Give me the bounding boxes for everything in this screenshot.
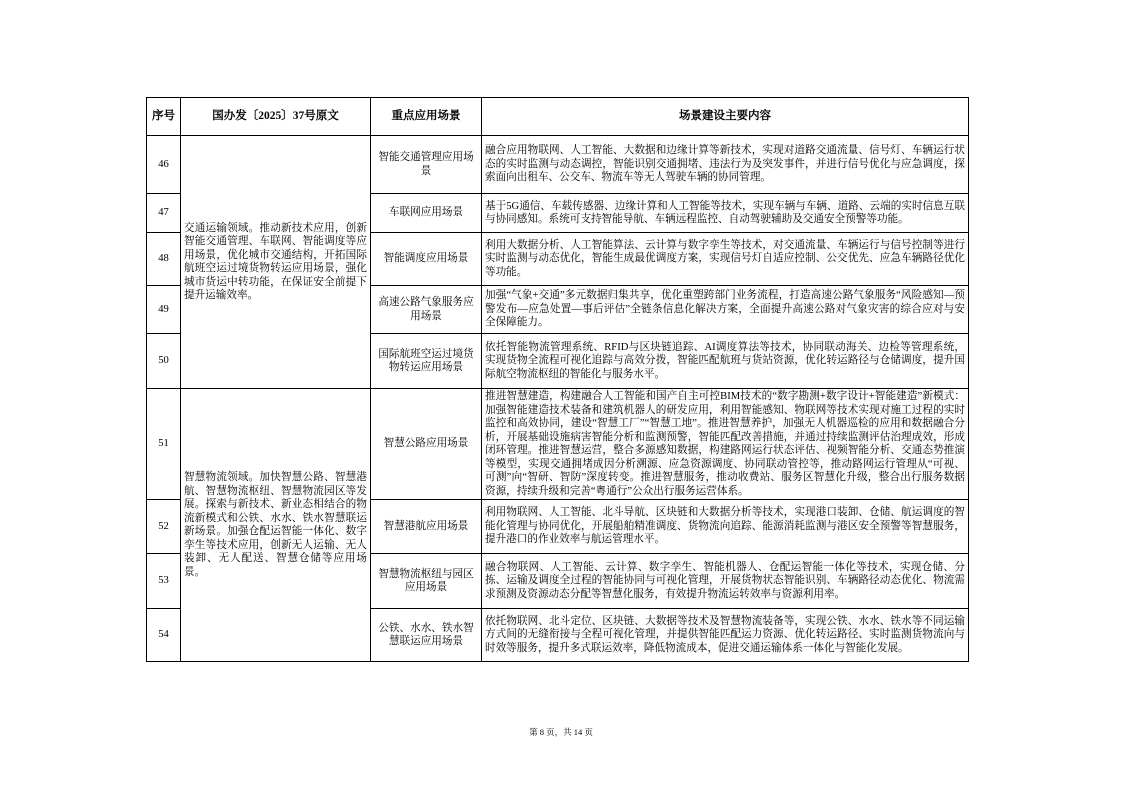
content-cell: 融合应用物联网、人工智能、大数据和边缘计算等新技术，实现对道路交通流量、信号灯、车辆运行状态的实时监测与动态调控，智能识别交通拥堵、违法行为及突发事件，并进行信号优化与应急调度，探索面向出租车、公交车、物流车等无人驾驶车辆的协同管理。 [482, 136, 969, 194]
table-row [147, 136, 969, 194]
header-serial-number: 序号 [147, 98, 181, 136]
serial-cell: 47 [147, 194, 181, 233]
content-cell: 推进智慧建造，构建融合人工智能和国产自主可控BIM技术的“数字勘测+数字设计+智能建造”新模式：加强智能建造技术装备和建筑机器人的研发应用，利用智能感知、物联网等技术实现对施工过程的实时监控和高效协同，建设“智慧工厂”“智慧工地”。推进智慧养护，加强无人机器巡检的应用和数据融合分析，开展基础设施病害智能分析和监测预警，智能匹配改善措施，并通过持续监测评估治理成效，形成闭环管理。推进智慧运营，整合多源感知数据，构建路网运行状态评估、视频智能分析、交通态势推演等模型，实现交通拥堵成因分析溯源、应急资源调度、协同联动管控等，推动路网运行管理从“可视、可测”向“智研、智防”深度转变。推进智慧服务，推动收费站、服务区智慧化升级，整合出行服务数据资源，持续升级和完善“粤通行”公众出行服务运营体系。 [482, 389, 969, 500]
serial-cell: 50 [147, 334, 181, 389]
scenario-cell: 高速公路气象服务应用场景 [371, 286, 482, 334]
serial-cell: 49 [147, 286, 181, 334]
serial-cell: 51 [147, 389, 181, 500]
scenario-cell: 智能调度应用场景 [371, 233, 482, 286]
content-cell: 利用物联网、人工智能、北斗导航、区块链和大数据分析等技术，实现港口装卸、仓储、航运调度的智能化管理与协同优化，开展船舶精准调度、货物流向追踪、能源消耗监测与港区安全预警等智慧服务，提升港口的作业效率与航运管理水平。 [482, 500, 969, 554]
serial-cell: 52 [147, 500, 181, 554]
content-cell: 利用大数据分析、人工智能算法、云计算与数字孪生等技术，对交通流量、车辆运行与信号控制等进行实时监测与动态优化，智能生成最优调度方案，实现信号灯自适应控制、公交优先、应急车辆路径优化等功能。 [482, 233, 969, 286]
table-row [147, 389, 969, 500]
header-source-text: 国办发〔2025〕37号原文 [181, 98, 371, 136]
serial-cell: 48 [147, 233, 181, 286]
page-number: 第 8 页，共 14 页 [529, 727, 593, 737]
serial-cell: 46 [147, 136, 181, 194]
serial-cell: 53 [147, 554, 181, 609]
scenario-cell: 智能交通管理应用场景 [371, 136, 482, 194]
table-header-row [147, 98, 969, 136]
serial-cell: 54 [147, 609, 181, 662]
content-cell: 依托智能物流管理系统、RFID与区块链追踪、AI调度算法等技术，协同联动海关、边检等管理系统，实现货物全流程可视化追踪与高效分拨，智能匹配航班与货站资源，优化转运路径与仓储调度，提升国际航空物流枢纽的智能化与服务水平。 [482, 334, 969, 389]
header-main-content: 场景建设主要内容 [482, 98, 969, 136]
scenario-cell: 智慧物流枢纽与园区应用场景 [371, 554, 482, 609]
content-cell: 基于5G通信、车载传感器、边缘计算和人工智能等技术，实现车辆与车辆、道路、云端的实时信息互联与协同感知。系统可支持智能导航、车辆远程监控、自动驾驶辅助及交通安全预警等功能。 [482, 194, 969, 233]
domain-cell-transport: 交通运输领域。推动新技术应用，创新智能交通管理、车联网、智能调度等应用场景，优化城市交通结构，开拓国际航班空运过境货物转运应用场景，强化城市货运中转功能，在保证安全前提下提升运输效率。 [181, 136, 371, 389]
domain-cell-logistics: 智慧物流领域。加快智慧公路、智慧港航、智慧物流枢纽、智慧物流园区等发展。探索与新技术、新业态相结合的物流新模式和公铁、水水、铁水智慧联运新场景。加强仓配运智能一体化、数字孪生等技术应用，创新无人运输、无人装卸、无人配送、智慧仓储等应用场景。 [181, 389, 371, 662]
content-cell: 融合物联网、人工智能、云计算、数字孪生、智能机器人、仓配运智能一体化等技术，实现仓储、分拣、运输及调度全过程的智能协同与可视化管理，开展货物状态智能识别、车辆路径动态优化、物流需求预测及资源动态分配等智慧化服务，有效提升物流运转效率与资源利用率。 [482, 554, 969, 609]
scenario-cell: 车联网应用场景 [371, 194, 482, 233]
scenario-cell: 国际航班空运过境货物转运应用场景 [371, 334, 482, 389]
scenario-cell: 公铁、水水、铁水智慧联运应用场景 [371, 609, 482, 662]
scenario-table [146, 97, 969, 662]
content-cell: 加强“气象+交通”多元数据归集共享，优化重塑跨部门业务流程，打造高速公路气象服务“风险感知—预警发布—应急处置—事后评估”全链条信息化解决方案，全面提升高速公路对气象灾害的综合应对与安全保障能力。 [482, 286, 969, 334]
header-key-scenario: 重点应用场景 [371, 98, 482, 136]
scenario-cell: 智慧港航应用场景 [371, 500, 482, 554]
scenario-cell: 智慧公路应用场景 [371, 389, 482, 500]
content-cell: 依托物联网、北斗定位、区块链、大数据等技术及智慧物流装备等，实现公铁、水水、铁水等不同运输方式间的无缝衔接与全程可视化管理，并提供智能匹配运力资源、优化转运路径、实时监测货物流向与时效等服务，提升多式联运效率，降低物流成本，促进交通运输体系一体化与智能化发展。 [482, 609, 969, 662]
